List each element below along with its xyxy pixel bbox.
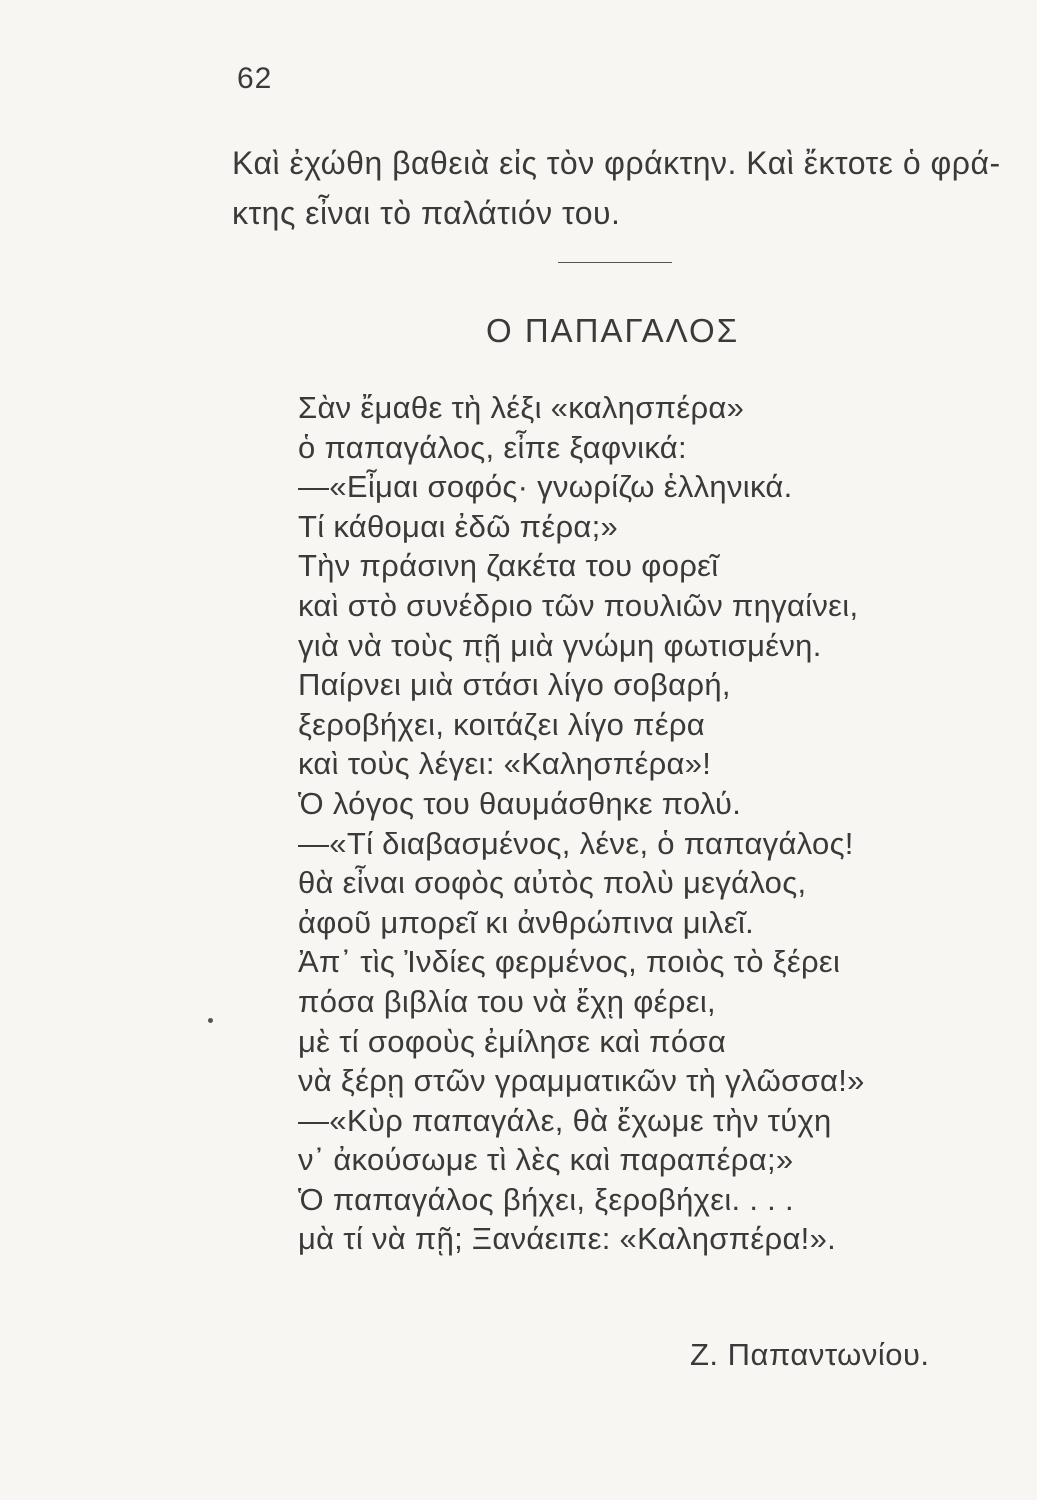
poem-line: Ὁ λόγος του θαυμάσθηκε πολύ. [298,785,742,821]
intro-line: κτης εἶναι τὸ παλάτιόν του. [232,195,621,231]
poem-line: ὁ παπαγάλος, εἶπε ξαφνικά: [298,429,687,465]
poem-line: Ὁ παπαγάλος βήχει, ξεροβήχει. . . . [298,1181,794,1217]
poem-line: —«Κὺρ παπαγάλε, θὰ ἔχωμε τὴν τύχη [298,1102,832,1138]
stray-mark [208,1018,213,1023]
poem-line: —«Εἶμαι σοφός· γνωρίζω ἑλληνικά. [298,469,793,505]
section-divider [558,262,672,263]
poem-line: Παίρνει μιὰ στάσι λίγο σοβαρή, [298,667,731,703]
poem-line: καὶ τοὺς λέγει: «Καλησπέρα»! [298,746,712,782]
poem-line: νὰ ξέρῃ στῶν γραμματικῶν τὴ γλῶσσα!» [298,1063,865,1099]
poem-line: καὶ στὸ συνέδριο τῶν πουλιῶν πηγαίνει, [298,587,859,623]
poem-title: Ο ΠΑΠΑΓΑΛΟΣ [486,312,740,349]
poem-line: Σὰν ἔμαθε τὴ λέξι «καλησπέρα» [298,390,745,425]
poem-line: Ἀπ᾿ τὶς Ἰνδίες φερμένος, ποιὸς τὸ ξέρει [298,944,841,980]
poem-line: ξεροβήχει, κοιτάζει λίγο πέρα [298,706,706,742]
poem-line: θὰ εἶναι σοφὸς αὐτὸς πολὺ μεγάλος, [298,865,807,901]
intro-line: Καὶ ἐχώθη βαθειὰ εἰς τὸν φράκτην. Καὶ ἔκτοτε ὁ φρά- [232,145,1001,181]
poem-line: —«Τί διαβασμένος, λένε, ὁ παπαγάλος! [298,825,854,861]
poem-line: γιὰ νὰ τοὺς πῇ μιὰ γνώμη φωτισμένη. [298,627,822,663]
poem-body [298,388,978,1259]
page-number: 62 [237,62,273,95]
poem-line: μὲ τί σοφοὺς ἐμίλησε καὶ πόσα [298,1023,727,1059]
poem-line: Τί κάθομαι ἐδῶ πέρα;» [298,508,619,544]
poem-line: ν᾿ ἀκούσωμε τὶ λὲς καὶ παραπέρα;» [298,1142,794,1178]
intro-paragraph [232,138,1022,238]
author-signature: Ζ. Παπαντωνίου. [690,1337,930,1372]
poem-line: μὰ τί νὰ πῇ; Ξανάειπε: «Καλησπέρα!». [298,1221,837,1257]
poem-line: πόσα βιβλία του νὰ ἔχῃ φέρει, [298,983,716,1019]
poem-line: Τὴν πράσινη ζακέτα του φορεῖ [298,548,719,584]
poem-line: ἀφοῦ μπορεῖ κι ἀνθρώπινα μιλεῖ. [298,904,755,940]
